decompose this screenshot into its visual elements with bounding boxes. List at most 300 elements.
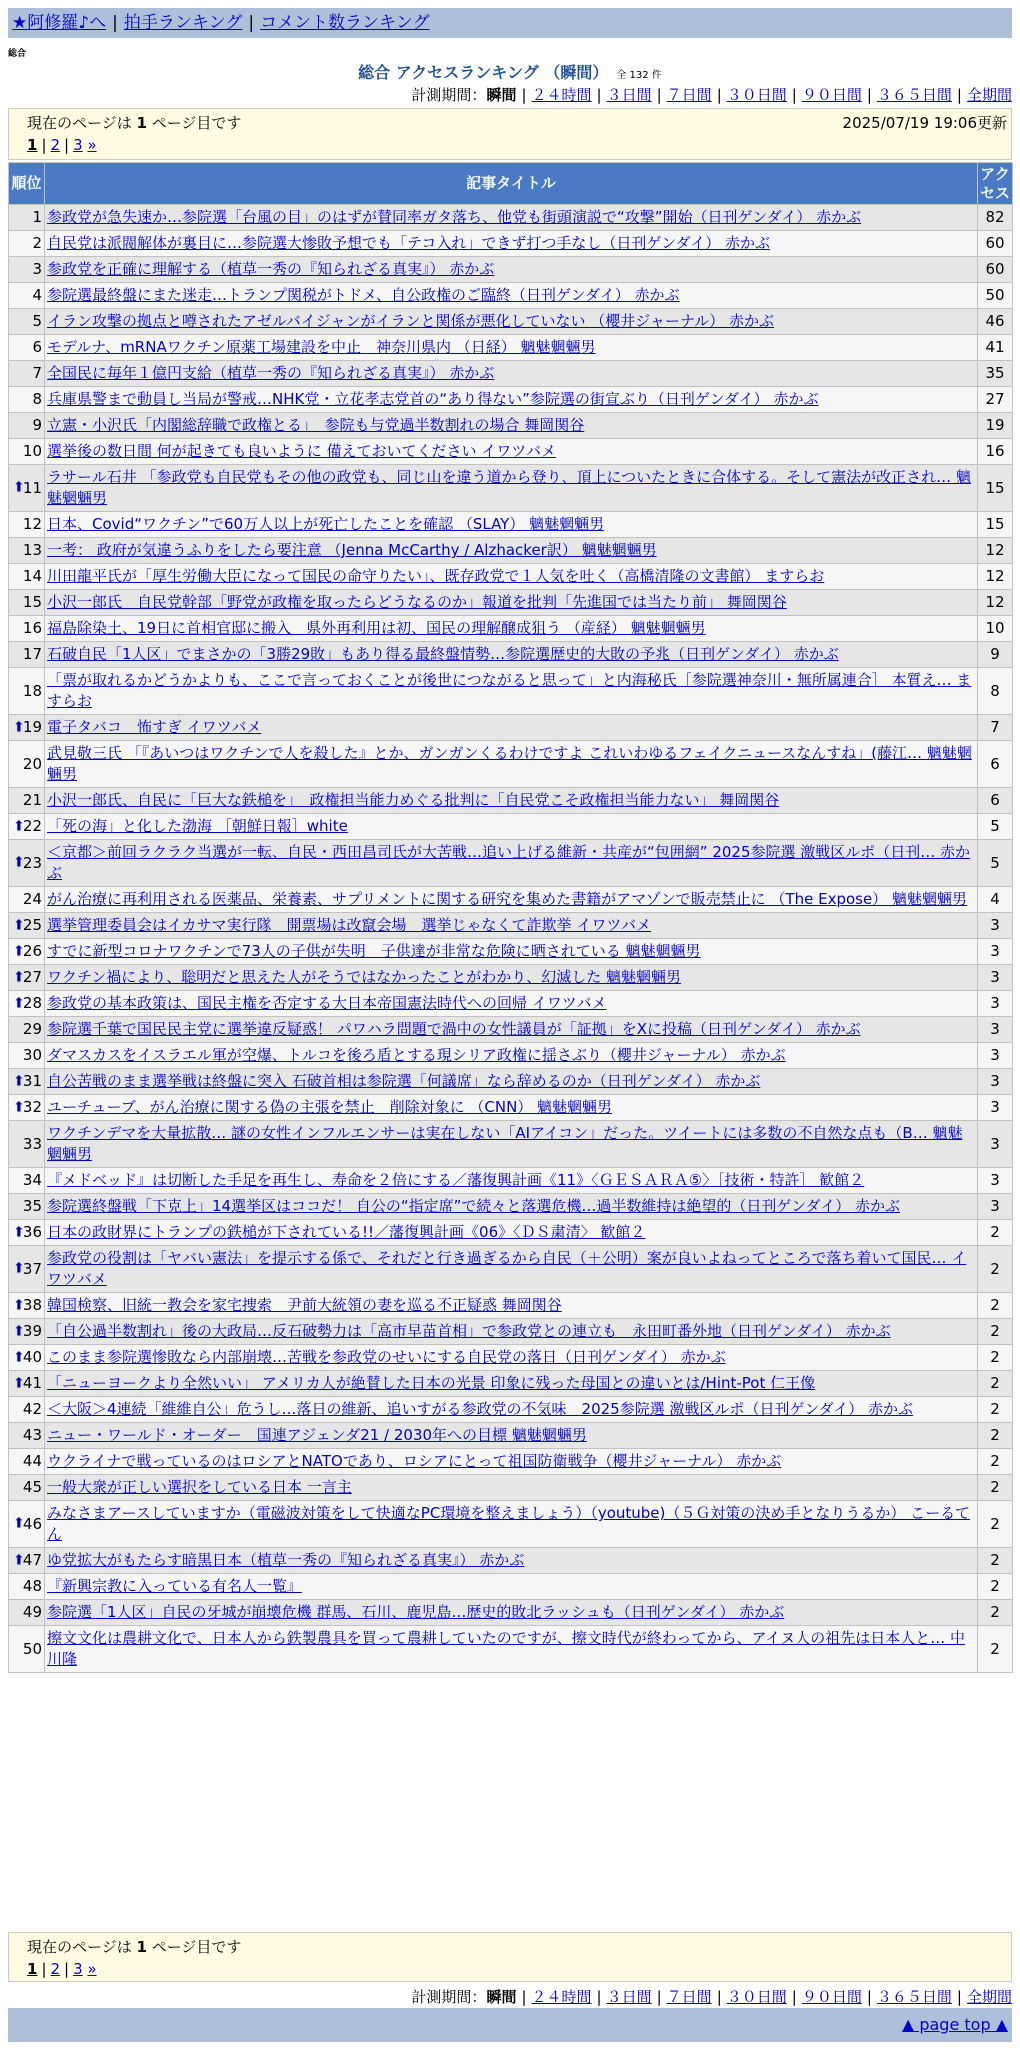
access-count: 2 (978, 1246, 1013, 1293)
rank-cell (9, 1449, 45, 1475)
access-count: 5 (978, 814, 1013, 840)
rank-cell (9, 1194, 45, 1220)
period-option-link[interactable]: ３６５日間 (876, 1988, 952, 2006)
article-link[interactable]: 『新興宗教に入っている有名人一覧』 (47, 1577, 303, 1595)
rank-up-arrow-icon: ⬆ (13, 719, 25, 735)
period-current: 瞬間 (486, 86, 517, 104)
page-info-bottom (8, 1932, 1012, 1982)
rank-number: 3 (32, 260, 42, 278)
rank-cell (9, 1423, 45, 1449)
period-label: 計測期間： (411, 86, 487, 104)
access-count: 2 (978, 1345, 1013, 1371)
rank-number: 41 (22, 1374, 42, 1392)
title-cell (45, 939, 978, 965)
access-count: 41 (978, 335, 1013, 361)
access-count: 10 (978, 616, 1013, 642)
access-count: 2 (978, 1449, 1013, 1475)
rank-up-arrow-icon: ⬆ (13, 1099, 25, 1115)
rank-number: 26 (22, 942, 42, 960)
rank-number: 14 (22, 567, 42, 585)
rank-cell (9, 1319, 45, 1345)
title-cell (45, 715, 978, 741)
title-cell (45, 1600, 978, 1626)
rank-cell (9, 1168, 45, 1194)
article-link[interactable]: 「死の海」と化した渤海 ［朝鮮日報］white (47, 817, 348, 835)
table-row (9, 887, 1013, 913)
page-next-link[interactable]: » (87, 136, 97, 154)
separator: | (112, 13, 118, 33)
access-count: 2 (978, 1220, 1013, 1246)
separator: | (656, 1988, 662, 2006)
article-link[interactable]: ワクチンデマを大量拡散… 謎の女性インフルエンサーは実在しない「AIアイコン」だった。ツイートには多数の不自然な点も（B… 魑魅魍魎男 (47, 1124, 963, 1163)
rank-cell (9, 1397, 45, 1423)
rank-number: 2 (32, 234, 42, 252)
article-link[interactable]: ゆ党拡大がもたらす暗黒日本（植草一秀の『知られざる真実』） 赤かぶ (47, 1551, 525, 1569)
table-row (9, 512, 1013, 538)
page-link[interactable]: 2 (50, 1960, 61, 1978)
title-cell (45, 1626, 978, 1673)
rank-number: 37 (22, 1259, 42, 1278)
rank-number: 34 (22, 1171, 42, 1189)
separator: | (656, 86, 662, 104)
article-link[interactable]: 日本の政財界にトランプの鉄槌が下されている!!／藩復興計画《06》〈ＤＳ粛清〉 歓館２ (47, 1223, 646, 1241)
pagination-top (27, 134, 993, 156)
article-link[interactable]: 福島除染土、19日に首相官邸に搬入 県外再利用は初、国民の理解醸成狙う （産経） 魑魅魍魎男 (47, 619, 706, 637)
rank-cell (9, 231, 45, 257)
table-row (9, 1397, 1013, 1423)
separator: | (248, 13, 255, 33)
title-cell (45, 1017, 978, 1043)
rank-number: 43 (22, 1426, 42, 1444)
clap-ranking-link[interactable]: 拍手ランキング (123, 13, 243, 33)
period-option-link[interactable]: ２４時間 (531, 1988, 592, 2006)
article-link[interactable]: 参院選最終盤にまた迷走…トランプ関税がトドメ、自公政権のご臨終（日刊ゲンダイ） 赤かぶ (47, 286, 680, 304)
article-link[interactable]: すでに新型コロナワクチンで73人の子供が失明 子供達が非常な危険に晒されている 魑魅魍魎男 (47, 942, 701, 960)
rank-up-arrow-icon: ⬆ (13, 818, 25, 834)
separator: | (521, 86, 527, 104)
period-option-link[interactable]: ９０日間 (801, 86, 862, 104)
article-link[interactable]: 選挙後の数日間 何が起きても良いように 備えておいてください イワツバメ (47, 442, 557, 460)
access-count: 16 (978, 439, 1013, 465)
current-page-post: ページ目です (151, 114, 242, 132)
title-cell (45, 465, 978, 512)
rank-number: 25 (22, 916, 42, 934)
article-link[interactable]: ラサール石井 「参政党も自民党もその他の政党も、同じ山を違う道から登り、頂上についたときに合体する。そして憲法が改正され… 魑魅魍魎男 (47, 468, 971, 507)
title-cell (45, 913, 978, 939)
rank-cell (9, 1017, 45, 1043)
table-row (9, 1043, 1013, 1069)
rank-number: 8 (32, 390, 42, 408)
period-selector-bottom (411, 1986, 1012, 2007)
rank-cell (9, 590, 45, 616)
separator: | (716, 1988, 722, 2006)
table-row (9, 1069, 1013, 1095)
title-cell (45, 1095, 978, 1121)
access-count: 12 (978, 564, 1013, 590)
rank-up-arrow-icon: ⬆ (13, 1375, 25, 1391)
article-link[interactable]: 立憲・小沢氏「内閣総辞職で政権とる」 参院も与党過半数割れの場合 舞岡関谷 (47, 416, 585, 434)
table-row (9, 257, 1013, 283)
table-row (9, 1293, 1013, 1319)
rank-cell (9, 642, 45, 668)
article-link[interactable]: 参政党の基本政策は、国民主権を否定する大日本帝国憲法時代への回帰 イワツバメ (47, 994, 607, 1012)
title-cell (45, 439, 978, 465)
access-count: 3 (978, 1168, 1013, 1194)
rank-cell (9, 1043, 45, 1069)
period-option-link[interactable]: ３６５日間 (876, 86, 952, 104)
article-link[interactable]: 自民党は派閥解体が裏目に…参院選大惨敗予想でも「テコ入れ」できず打つ手なし（日刊ゲンダイ） 赤かぶ (47, 234, 770, 252)
title-cell (45, 1220, 978, 1246)
period-option-link[interactable]: ２４時間 (531, 86, 592, 104)
comment-ranking-link[interactable]: コメント数ランキング (260, 13, 430, 33)
page-link[interactable]: 3 (73, 136, 83, 154)
article-link[interactable]: ニュー・ワールド・オーダー 国連アジェンダ21 / 2030年への目標 魑魅魍魎男 (47, 1426, 587, 1444)
article-link[interactable]: 日本、Covid“ワクチン”で60万人以上が死亡したことを確認 （SLAY） 魑魅魍魎男 (47, 515, 605, 533)
article-link[interactable]: 小沢一郎氏、自民に「巨大な鉄槌を」 政権担当能力めぐる批判に「自民党こそ政権担当能力ない」 舞岡関谷 (47, 791, 780, 809)
rank-up-arrow-icon: ⬆ (13, 1297, 25, 1313)
article-link[interactable]: 兵庫県警まで動員し当局が警戒…NHK党・立花孝志党首の“あり得ない”参院選の街宣ぶり（日刊ゲンダイ） 赤かぶ (47, 390, 819, 408)
table-row (9, 413, 1013, 439)
rank-up-arrow-icon: ⬆ (13, 969, 25, 985)
rank-number: 10 (22, 442, 42, 460)
article-link[interactable]: 参政党の役割は「ヤバい憲法」を提示する係で、それだと行き過ぎるから自民（＋公明）案が良いよねってところで落ち着いて国民… イワツバメ (47, 1249, 967, 1288)
page-current: 1 (27, 136, 38, 154)
title-cell (45, 668, 978, 715)
article-link[interactable]: 参政党を正確に理解する（植草一秀の『知られざる真実』） 赤かぶ (47, 260, 495, 278)
table-row (9, 1168, 1013, 1194)
article-link[interactable]: ＜大阪＞4連続「維維自公」危うし…落日の維新、追いすがる参政党の不気味 2025参院選 激戦区ルポ（日刊ゲンダイ） 赤かぶ (47, 1400, 914, 1418)
access-count: 3 (978, 1121, 1013, 1168)
table-row (9, 538, 1013, 564)
access-count: 3 (978, 991, 1013, 1017)
table-row (9, 1574, 1013, 1600)
title-cell (45, 991, 978, 1017)
separator: | (64, 136, 70, 154)
article-link[interactable]: 電子タバコ 怖すぎ イワツバメ (47, 718, 262, 736)
title-cell (45, 257, 978, 283)
table-row (9, 1371, 1013, 1397)
table-row (9, 840, 1013, 887)
rank-number: 22 (22, 817, 42, 835)
title-cell (45, 1043, 978, 1069)
table-row (9, 741, 1013, 788)
article-link[interactable]: 一般大衆が正しい選択をしている日本 一言主 (47, 1478, 352, 1496)
article-link[interactable]: このまま参院選惨敗なら内部崩壊…苦戦を参政党のせいにする自民党の落日（日刊ゲンダイ） 赤かぶ (47, 1348, 726, 1366)
access-count: 2 (978, 1423, 1013, 1449)
rank-number: 28 (22, 994, 42, 1012)
access-count: 7 (978, 715, 1013, 741)
rank-number: 46 (22, 1514, 42, 1533)
article-link[interactable]: 武見敬三氏 「『あいつはワクチンで人を殺した』とか、ガンガンくるわけですよ これいわゆるフェイクニュースなんすね」(藤江… 魑魅魍魎男 (47, 744, 972, 783)
current-page-pre: 現在のページは (27, 114, 132, 132)
bottom-bar (8, 2008, 1012, 2042)
period-option-link[interactable]: ３日間 (606, 1988, 652, 2006)
table-row (9, 814, 1013, 840)
access-count: 3 (978, 1095, 1013, 1121)
header-title: 記事タイトル (45, 163, 978, 205)
access-count: 3 (978, 939, 1013, 965)
article-link[interactable]: 参院選「1人区」自民の牙城が崩壊危機 群馬、石川、鹿児島…歴史的敗北ラッシュも（日刊ゲンダイ） 赤かぶ (47, 1603, 785, 1621)
table-row (9, 309, 1013, 335)
period-option-link[interactable]: ３日間 (606, 86, 652, 104)
title-cell (45, 335, 978, 361)
page-link[interactable]: 2 (50, 136, 61, 154)
title-cell (45, 1371, 978, 1397)
access-count: 27 (978, 387, 1013, 413)
table-row (9, 642, 1013, 668)
separator: | (716, 86, 722, 104)
article-link[interactable]: 参政党が急失速か…参院選「台風の目」のはずが賛同率ガタ落ち、他党も街頭演説で“攻撃”開始（日刊ゲンダイ） 赤かぶ (47, 208, 862, 226)
rank-number: 50 (22, 1639, 42, 1658)
article-link[interactable]: 「自公過半数割れ」後の大政局…反石破勢力は「高市早苗首相」で参政党との連立も 永田町番外地（日刊ゲンダイ） 赤かぶ (47, 1322, 891, 1340)
rank-up-arrow-icon: ⬆ (13, 1349, 25, 1365)
rank-cell (9, 668, 45, 715)
rank-number: 49 (22, 1603, 42, 1621)
rank-cell (9, 1293, 45, 1319)
rank-number: 27 (22, 968, 42, 986)
table-row (9, 1194, 1013, 1220)
rank-number: 32 (22, 1098, 42, 1116)
period-option-link[interactable]: ７日間 (666, 86, 712, 104)
title-cell (45, 205, 978, 231)
article-link[interactable]: 石破自民「1人区」でまさかの「3勝29敗」もあり得る最終盤情勢…参院選歴史的大敗の予兆（日刊ゲンダイ） 赤かぶ (47, 645, 839, 663)
rank-cell (9, 1246, 45, 1293)
period-option-link[interactable]: 全期間 (966, 86, 1012, 104)
access-count: 8 (978, 668, 1013, 715)
rank-number: 11 (22, 478, 42, 497)
rank-cell (9, 413, 45, 439)
rank-number: 12 (22, 515, 42, 533)
rank-cell (9, 335, 45, 361)
table-row (9, 1423, 1013, 1449)
period-option-link[interactable]: ３０日間 (726, 1988, 787, 2006)
separator: | (791, 1988, 797, 2006)
article-link[interactable]: モデルナ、mRNAワクチン原薬工場建設を中止 神奈川県内 （日経） 魑魅魍魎男 (47, 338, 596, 356)
rank-number: 21 (22, 791, 42, 809)
table-row (9, 465, 1013, 512)
access-count: 3 (978, 965, 1013, 991)
rank-number: 35 (22, 1197, 42, 1215)
period-option-link[interactable]: ３０日間 (726, 86, 787, 104)
rank-cell (9, 387, 45, 413)
separator: | (41, 1960, 47, 1978)
access-count: 35 (978, 361, 1013, 387)
article-link[interactable]: がん治療に再利用される医薬品、栄養素、サプリメントに関する研究を集めた書籍がアマゾンで販売禁止に （The Expose） 魑魅魍魎男 (47, 890, 967, 908)
access-count: 9 (978, 642, 1013, 668)
rank-cell (9, 1095, 45, 1121)
separator: | (956, 86, 962, 104)
article-link[interactable]: 「票が取れるかどうかよりも、ここで言っておくことが後世につながると思って」と内海秘氏［参院選神奈川・無所属連合］ 本質え… ますらお (47, 671, 972, 710)
access-count: 4 (978, 887, 1013, 913)
rank-cell (9, 257, 45, 283)
rank-cell (9, 564, 45, 590)
title-cell (45, 1397, 978, 1423)
period-option-link[interactable]: ９０日間 (801, 1988, 862, 2006)
article-link[interactable]: 小沢一郎氏 自民党幹部「野党が政権を取ったらどうなるのか」報道を批判「先進国では当たり前」 舞岡関谷 (47, 593, 787, 611)
separator: | (596, 1988, 602, 2006)
table-row (9, 231, 1013, 257)
title-cell (45, 283, 978, 309)
article-link[interactable]: みなさまアースしていますか（電磁波対策をして快適なPC環境を整えましょう）（youtube)（５Ｇ対策の決め手となりうるか） こーるてん (47, 1504, 970, 1543)
rank-number: 33 (22, 1134, 42, 1153)
access-count: 3 (978, 1194, 1013, 1220)
rank-number: 1 (32, 208, 42, 226)
table-row (9, 1121, 1013, 1168)
rank-number: 39 (22, 1322, 42, 1340)
access-count: 60 (978, 231, 1013, 257)
article-link[interactable]: ワクチン禍により、聡明だと思えた人がそうではなかったことがわかり、幻滅した 魑魅魍魎男 (47, 968, 682, 986)
article-link[interactable]: イラン攻撃の拠点と噂されたアゼルバイジャンがイランと関係が悪化していない （櫻井ジャーナル） 赤かぶ (47, 312, 774, 330)
title-cell (45, 1246, 978, 1293)
rank-cell (9, 205, 45, 231)
access-count: 3 (978, 1043, 1013, 1069)
table-row (9, 1345, 1013, 1371)
ranking-title-wrap (0, 60, 1020, 83)
period-option-link[interactable]: ７日間 (666, 1988, 712, 2006)
separator: | (521, 1988, 527, 2006)
rank-cell (9, 1574, 45, 1600)
category-label: 総合 (8, 49, 27, 59)
table-row (9, 1017, 1013, 1043)
title-cell (45, 814, 978, 840)
table-row (9, 205, 1013, 231)
rank-cell (9, 715, 45, 741)
table-row (9, 991, 1013, 1017)
article-link[interactable]: 一考： 政府が気違うふりをしたら要注意 （Jenna McCarthy / Alzhacker訳） 魑魅魍魎男 (47, 541, 657, 559)
title-cell (45, 965, 978, 991)
article-link[interactable]: 川田龍平氏が「厚生労働大臣になって国民の命守りたい」、既存政党で１人気を吐く（高橋清隆の文書館） ますらお (47, 567, 825, 585)
rank-number: 15 (22, 593, 42, 611)
current-page-post: ページ目です (151, 1938, 242, 1956)
rank-cell (9, 283, 45, 309)
article-link[interactable]: 全国民に毎年１億円支給（植草一秀の『知られざる真実』） 赤かぶ (47, 364, 495, 382)
article-link[interactable]: 参院選終盤戦「下克上」14選挙区はココだ！ 自公の“指定席”で続々と落選危機…過半数維持は絶望的（日刊ゲンダイ） 赤かぶ (47, 1197, 900, 1215)
access-count: 50 (978, 283, 1013, 309)
page-top-link[interactable]: ▲ page top ▲ (901, 2015, 1008, 2034)
access-count: 82 (978, 205, 1013, 231)
access-count: 6 (978, 741, 1013, 788)
title-cell (45, 387, 978, 413)
page-link[interactable]: 3 (73, 1960, 83, 1978)
article-link[interactable]: 自公苦戦のまま選挙戦は終盤に突入 石破首相は参院選「何議席」なら辞めるのか（日刊ゲンダイ） 赤かぶ (47, 1072, 761, 1090)
page-current: 1 (27, 1960, 38, 1978)
rank-cell (9, 814, 45, 840)
table-row (9, 387, 1013, 413)
rank-number: 40 (22, 1348, 42, 1366)
access-count: 3 (978, 1069, 1013, 1095)
table-header-row (9, 163, 1013, 205)
rank-up-arrow-icon: ⬆ (13, 917, 25, 933)
title-cell (45, 590, 978, 616)
access-count: 2 (978, 1501, 1013, 1548)
separator: | (791, 86, 797, 104)
access-count: 2 (978, 1574, 1013, 1600)
rank-number: 45 (22, 1478, 42, 1496)
article-link[interactable]: 選挙管理委員会はイカサマ実行隊 開票場は改竄会場 選挙じゃなくて詐欺挙 イワツバメ (47, 916, 652, 934)
article-link[interactable]: 韓国検察、旧統一教会を家宅捜索 尹前大統領の妻を巡る不正疑惑 舞岡関谷 (47, 1296, 562, 1314)
access-count: 12 (978, 538, 1013, 564)
access-count: 2 (978, 1548, 1013, 1574)
table-row (9, 913, 1013, 939)
table-row (9, 335, 1013, 361)
title-cell (45, 741, 978, 788)
article-link[interactable]: 擦文文化は農耕文化で、日本人から鉄製農具を買って農耕していたのですが、擦文時代が終わってから、アイヌ人の祖先は日本人と… 中川隆 (47, 1629, 965, 1668)
current-page-num: 1 (136, 1938, 147, 1956)
rank-up-arrow-icon: ⬆ (13, 854, 25, 871)
updated-timestamp: 2025/07/19 19:06更新 (842, 114, 1007, 132)
rank-number: 13 (22, 541, 42, 559)
title-cell (45, 1069, 978, 1095)
title-cell (45, 1168, 978, 1194)
table-row (9, 564, 1013, 590)
rank-number: 23 (22, 853, 42, 872)
access-count: 2 (978, 1319, 1013, 1345)
current-page-text (27, 1936, 993, 1958)
access-count: 5 (978, 840, 1013, 887)
rank-cell (9, 939, 45, 965)
rank-cell (9, 1501, 45, 1548)
article-link[interactable]: ＜京都＞前回ラクラク当選が一転、自民・西田昌司氏が大苦戦…追い上げる維新・共産が“包囲網” 2025参院選 激戦区ルポ（日刊… 赤かぶ (47, 843, 971, 882)
pagination-bottom (27, 1958, 993, 1980)
access-count: 3 (978, 913, 1013, 939)
access-count: 60 (978, 257, 1013, 283)
rank-up-arrow-icon: ⬆ (13, 1323, 25, 1339)
rank-up-arrow-icon: ⬆ (13, 1224, 25, 1240)
rank-cell (9, 913, 45, 939)
rank-cell (9, 512, 45, 538)
table-row (9, 1095, 1013, 1121)
rank-cell (9, 741, 45, 788)
table-row (9, 1600, 1013, 1626)
title-cell (45, 413, 978, 439)
article-link[interactable]: 参院選千葉で国民民主党に選挙違反疑惑！ パワハラ問題で渦中の女性議員が「証拠」をXに投稿（日刊ゲンダイ） 赤かぶ (47, 1020, 861, 1038)
article-link[interactable]: ユーチューブ、がん治療に関する偽の主張を禁止 削除対象に （CNN） 魑魅魍魎男 (47, 1098, 613, 1116)
rank-number: 30 (22, 1046, 42, 1064)
rank-up-arrow-icon: ⬆ (13, 479, 25, 496)
page-next-link[interactable]: » (87, 1960, 97, 1978)
article-link[interactable]: ウクライナで戦っているのはロシアとNATOであり、ロシアにとって祖国防衛戦争（櫻井ジャーナル） 赤かぶ (47, 1452, 782, 1470)
separator: | (866, 86, 872, 104)
period-option-link[interactable]: 全期間 (966, 1988, 1012, 2006)
table-row (9, 1501, 1013, 1548)
title-cell (45, 538, 978, 564)
title-cell (45, 1423, 978, 1449)
rank-number: 9 (32, 416, 42, 434)
rank-number: 7 (32, 364, 42, 382)
period-selector-top (411, 84, 1012, 105)
access-count: 15 (978, 465, 1013, 512)
title-cell (45, 1548, 978, 1574)
title-cell (45, 616, 978, 642)
rank-cell (9, 309, 45, 335)
rank-number: 5 (32, 312, 42, 330)
title-cell (45, 788, 978, 814)
separator: | (596, 86, 602, 104)
access-count: 2 (978, 1626, 1013, 1673)
table-row (9, 1220, 1013, 1246)
access-count: 6 (978, 788, 1013, 814)
home-link[interactable]: ★阿修羅♪へ (12, 13, 107, 33)
title-cell (45, 231, 978, 257)
rank-cell (9, 538, 45, 564)
article-link[interactable]: 『メドベッド』は切断した手足を再生し、寿命を２倍にする／藩復興計画《11》〈ＧＥＳＡＲＡ⑤〉［技術・特許］ 歓館２ (47, 1171, 865, 1189)
title-cell (45, 1121, 978, 1168)
article-link[interactable]: 「ニューヨークより全然いい」 アメリカ人が絶賛した日本の光景 印象に残った母国との違いとは/Hint-Pot 仁王像 (47, 1374, 816, 1392)
article-link[interactable]: ダマスカスをイスラエル軍が空爆、トルコを後ろ盾とする現シリア政権に揺さぶり（櫻井ジャーナル） 赤かぶ (47, 1046, 786, 1064)
title-cell (45, 887, 978, 913)
rank-number: 16 (22, 619, 42, 637)
title-cell (45, 1449, 978, 1475)
